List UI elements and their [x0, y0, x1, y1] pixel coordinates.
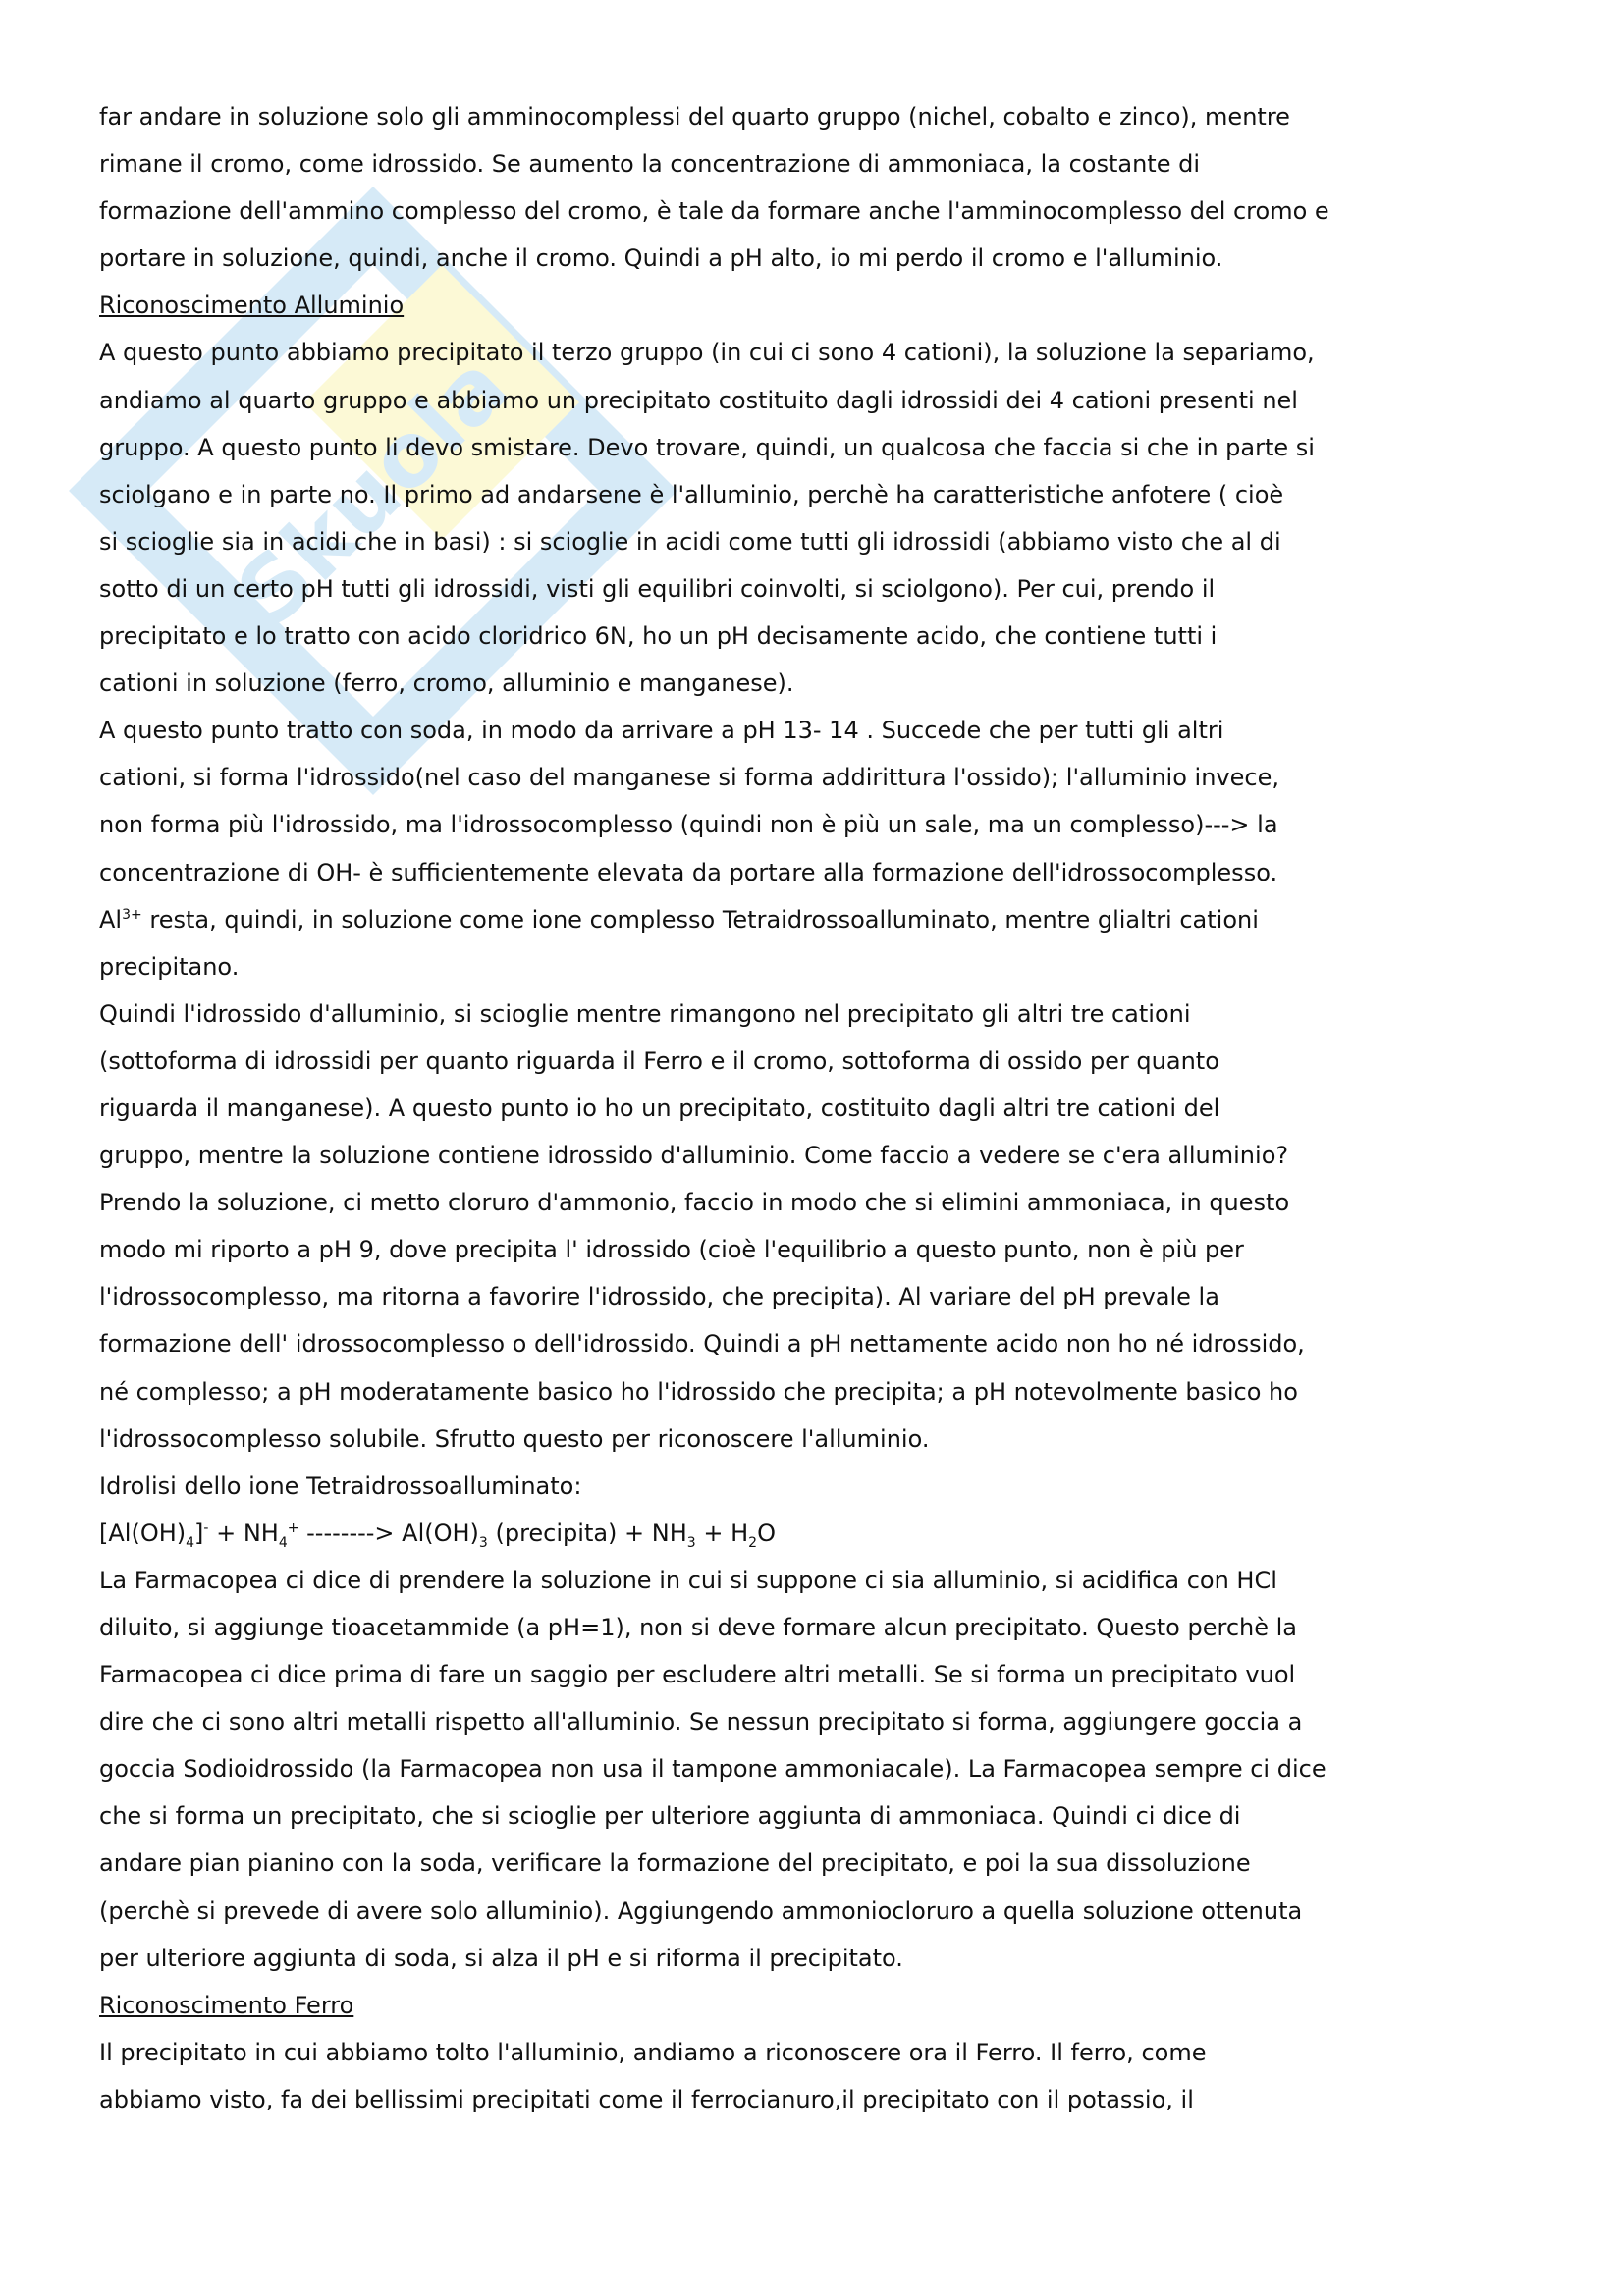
text-line: gruppo, mentre la soluzione contiene idrossido d'alluminio. Come faccio a vedere se c'era alluminio? — [99, 1142, 1289, 1170]
superscript: + — [287, 1520, 299, 1536]
text-line: Il precipitato in cui abbiamo tolto l'alluminio, andiamo a riconoscere ora il Ferro. Il ferro, come — [99, 2038, 1207, 2066]
text-segment: resta, quindi, in soluzione come ione complesso Tetraidrossoalluminato, mentre glialtri cationi — [141, 905, 1259, 934]
text-line: far andare in soluzione solo gli amminocomplessi del quarto gruppo (nichel, cobalto e zinco), mentre — [99, 103, 1290, 131]
text-line: formazione dell' idrossocomplesso o dell'idrossido. Quindi a pH nettamente acido non ho né idrossido, — [99, 1330, 1305, 1359]
text-line: si scioglie sia in acidi che in basi) : si scioglie in acidi come tutti gli idrossidi (abbiamo visto che al di — [99, 527, 1281, 556]
text-line: A questo punto tratto con soda, in modo da arrivare a pH 13- 14 . Succede che per tutti gli altri — [99, 717, 1224, 745]
text-segment: [Al(OH) — [99, 1519, 187, 1547]
text-line: Prendo la soluzione, ci metto cloruro d'ammonio, faccio in modo che si elimini ammoniaca, in questo — [99, 1189, 1290, 1217]
text-line: formazione dell'ammino complesso del cromo, è tale da formare anche l'amminocomplesso del cromo e — [99, 197, 1329, 226]
text-segment: (precipita) + NH — [487, 1519, 687, 1547]
text-segment: O — [757, 1519, 776, 1547]
text-line: cationi, si forma l'idrossido(nel caso del manganese si forma addirittura l'ossido); l'alluminio invece, — [99, 764, 1279, 792]
text-line: rimane il cromo, come idrossido. Se aumento la concentrazione di ammoniaca, la costante di — [99, 150, 1201, 179]
text-line: cationi in soluzione (ferro, cromo, alluminio e manganese). — [99, 669, 794, 698]
text-line: Idrolisi dello ione Tetraidrossoalluminato: — [99, 1471, 582, 1500]
text-line: l'idrossocomplesso solubile. Sfrutto questo per riconoscere l'alluminio. — [99, 1424, 930, 1453]
text-line: riguarda il manganese). A questo punto io ho un precipitato, costituito dagli altri tre cationi del — [99, 1094, 1220, 1122]
text-line: modo mi riporto a pH 9, dove precipita l' idrossido (cioè l'equilibrio a questo punto, non è più per — [99, 1236, 1244, 1264]
text-line: precipitato e lo tratto con acido cloridrico 6N, ho un pH decisamente acido, che contiene tutti i — [99, 622, 1218, 651]
text-line: gruppo. A questo punto li devo smistare. Devo trovare, quindi, un qualcosa che faccia si che in parte si — [99, 433, 1315, 461]
superscript: 3+ — [122, 906, 142, 923]
text-line: diluito, si aggiunge tioacetammide (a pH=1), non si deve formare alcun precipitato. Questo perchè la — [99, 1614, 1297, 1641]
text-segment: --------> Al(OH) — [298, 1519, 479, 1547]
text-segment: + H — [695, 1519, 749, 1547]
text-segment: + NH — [208, 1519, 279, 1547]
text-line: Quindi l'idrossido d'alluminio, si scioglie mentre rimangono nel precipitato gli altri tre cationi — [99, 999, 1191, 1028]
section-heading: Riconoscimento Ferro — [99, 1991, 354, 2019]
text-line: goccia Sodioidrossido (la Farmacopea non usa il tampone ammoniacale). La Farmacopea sempre ci dice — [99, 1755, 1326, 1784]
subscript: 4 — [186, 1534, 195, 1551]
text-segment: ] — [194, 1519, 204, 1547]
text-line: sotto di un certo pH tutti gli idrossidi, visti gli equilibri coinvolti, si sciolgono). Per cui, prendo il — [99, 574, 1216, 603]
text-line: dire che ci sono altri metalli rispetto all'alluminio. Se nessun precipitato si forma, aggiungere goccia a — [99, 1708, 1303, 1736]
subscript: 4 — [278, 1534, 288, 1551]
superscript: - — [203, 1520, 209, 1536]
formula-line — [99, 896, 1572, 943]
text-line: per ulteriore aggiunta di soda, si alza il pH e si riforma il precipitato. — [99, 1944, 903, 1972]
subscript: 3 — [686, 1534, 696, 1551]
svg-text:Skuola: Skuola — [217, 335, 528, 646]
text-line: non forma più l'idrossido, ma l'idrossocomplesso (quindi non è più un sale, ma un complesso)---> la — [99, 811, 1278, 839]
text-segment: Al — [99, 905, 123, 934]
text-line: (perchè si prevede di avere solo alluminio). Aggiungendo ammoniocloruro a quella soluzione ottenuta — [99, 1896, 1303, 1925]
text-line: La Farmacopea ci dice di prendere la soluzione in cui si suppone ci sia alluminio, si acidifica con HCl — [99, 1566, 1277, 1594]
text-line: portare in soluzione, quindi, anche il cromo. Quindi a pH alto, io mi perdo il cromo e l'alluminio. — [99, 244, 1223, 273]
document-body — [99, 93, 1572, 2123]
text-line: andiamo al quarto gruppo e abbiamo un precipitato costituito dagli idrossidi dei 4 cationi presenti nel — [99, 386, 1298, 414]
text-line: né complesso; a pH moderatamente basico ho l'idrossido che precipita; a pH notevolmente basico ho — [99, 1377, 1298, 1406]
text-line: sciolgano e in parte no. Il primo ad andarsene è l'alluminio, perchè ha caratteristiche anfotere ( cioè — [99, 480, 1284, 508]
section-heading: Riconoscimento Alluminio — [99, 292, 405, 320]
text-line: (sottoforma di idrossidi per quanto riguarda il Ferro e il cromo, sottoforma di ossido per quanto — [99, 1046, 1219, 1075]
text-line: che si forma un precipitato, che si scioglie per ulteriore aggiunta di ammoniaca. Quindi ci dice di — [99, 1802, 1241, 1831]
subscript: 2 — [748, 1534, 758, 1551]
text-line: andare pian pianino con la soda, verificare la formazione del precipitato, e poi la sua dissoluzione — [99, 1849, 1251, 1878]
subscript: 3 — [478, 1534, 488, 1551]
formula-line — [99, 1510, 1572, 1557]
text-line: A questo punto abbiamo precipitato il terzo gruppo (in cui ci sono 4 cationi), la soluzione la separiamo, — [99, 339, 1315, 367]
text-line: Farmacopea ci dice prima di fare un saggio per escludere altri metalli. Se si forma un precipitato vuol — [99, 1661, 1296, 1689]
text-line: precipitano. — [99, 952, 240, 981]
text-line: concentrazione di OH- è sufficientemente elevata da portare alla formazione dell'idrossocomplesso. — [99, 858, 1278, 886]
text-line: l'idrossocomplesso, ma ritorna a favorire l'idrossido, che precipita). Al variare del pH prevale la — [99, 1283, 1219, 1311]
text-line: abbiamo visto, fa dei bellissimi precipitati come il ferrocianuro,il precipitato con il potassio, il — [99, 2085, 1194, 2113]
